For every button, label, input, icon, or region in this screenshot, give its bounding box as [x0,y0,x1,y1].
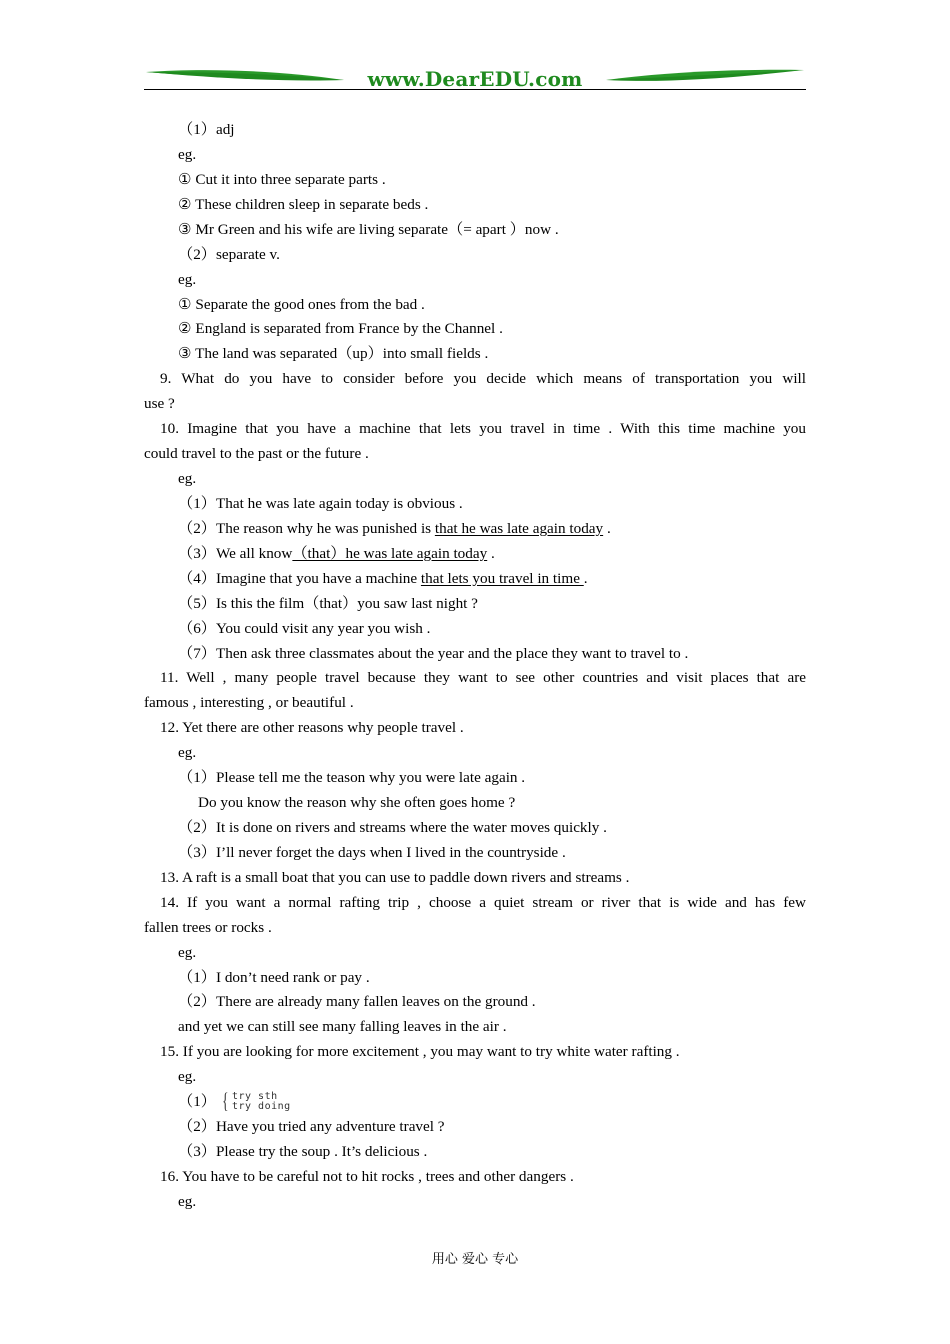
text-line: eg. [178,744,197,761]
text-line: fallen trees or rocks . [144,919,272,936]
text-line: Do you know the reason why she often goes home ? [198,794,516,811]
numbered-item-12: 12. Yet there are other reasons why people travel . [160,719,464,736]
curly-brace-icon: { [222,1087,229,1113]
brace-example-line [178,1087,320,1114]
text-line: （7）Then ask three classmates about the year and the place they want to travel to . [178,645,689,662]
text-line: eg. [178,1193,197,1210]
text-line: use ? [144,395,175,412]
numbered-item-14: 14. If you want a normal rafting trip , choose a quiet stream or river that is wide and has few [160,894,806,911]
text-line: and yet we can still see many falling leaves in the air . [178,1018,507,1035]
text-line: （1）Please tell me the teason why you were late again . [178,769,526,786]
text-line: （2）separate v. [178,246,280,263]
numbered-item-15: 15. If you are looking for more excitement , you may want to try white water rafting . [160,1043,680,1060]
text-line: ③ Mr Green and his wife are living separate（= apart ）now . [178,221,559,238]
text-line: ① Separate the good ones from the bad . [178,296,425,313]
text-line: （1）adj [178,121,235,138]
example-line-underlined [178,567,588,591]
text-line: （2）Have you tried any adventure travel ? [178,1118,445,1135]
example-line-underlined [178,542,495,566]
text-line: eg. [178,271,197,288]
numbered-item-13: 13. A raft is a small boat that you can use to paddle down rivers and streams . [160,869,630,886]
text-line: （2）It is done on rivers and streams where the water moves quickly . [178,819,607,836]
text-line: eg. [178,944,197,961]
text-line: ② England is separated from France by the Channel . [178,320,503,337]
page-footer: 用心 爱心 专心 [431,1252,519,1267]
text-line: （1）I don’t need rank or pay . [178,969,370,986]
brace-option-top: try sth [231,1090,278,1102]
text-line: ② These children sleep in separate beds . [178,196,429,213]
text-line: （3）I’ll never forget the days when I lived in the countryside . [178,844,566,861]
text-line: famous , interesting , or beautiful . [144,694,354,711]
line-suffix: . [487,545,495,562]
brace-option-bottom: try doing [231,1100,291,1112]
underlined-clause: that he was late again today [434,520,604,537]
text-line: （2）There are already many fallen leaves on the ground . [178,993,536,1010]
header-rule [144,89,806,90]
text-line: eg. [178,470,197,487]
line-prefix: （4）Imagine that you have a machine [178,570,421,587]
line-suffix: . [583,570,588,587]
text-line: ③ The land was separated（up）into small fields . [178,345,489,362]
line-prefix: （3）We all know [178,545,293,562]
numbered-item-11: 11. Well , many people travel because they want to see other countries and visit places that are [160,669,806,686]
page-header [144,66,806,92]
brace-formula [220,1087,320,1114]
numbered-item-16: 16. You have to be careful not to hit rocks , trees and other dangers . [160,1168,574,1185]
underlined-clause: （that）he was late again today [292,545,488,562]
text-line: （5）Is this the film（that）you saw last night ? [178,595,478,612]
numbered-item-9: 9. What do you have to consider before you decide which means of transportation you will [160,370,806,387]
underlined-clause: that lets you travel in time [420,570,584,587]
text-line: （3）Please try the soup . It’s delicious . [178,1143,428,1160]
text-line: ① Cut it into three separate parts . [178,171,386,188]
example-line-underlined [178,517,611,541]
line-suffix: . [603,520,611,537]
numbered-item-10: 10. Imagine that you have a machine that lets you travel in time . With this time machine you [160,420,806,437]
text-line: eg. [178,1068,197,1085]
site-logo-text[interactable]: www.DearEDU.com [367,67,583,91]
text-line: eg. [178,146,197,163]
line-prefix: （2）The reason why he was punished is [178,520,435,537]
line-prefix: （1） [178,1093,216,1110]
text-line: （1）That he was late again today is obvious . [178,495,463,512]
text-line: could travel to the past or the future . [144,445,369,462]
text-line: （6）You could visit any year you wish . [178,620,431,637]
